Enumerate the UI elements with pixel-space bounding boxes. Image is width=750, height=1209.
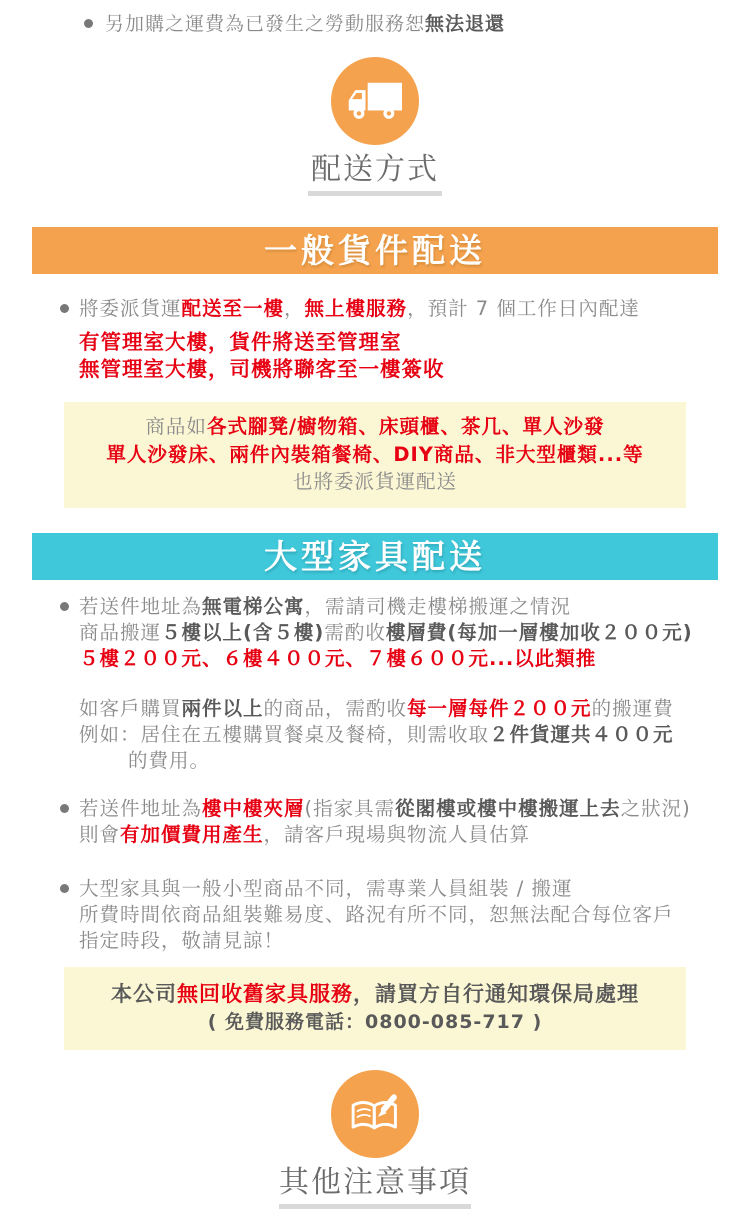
delivery-method-title: 配送方式 (311, 152, 439, 187)
text-run: 配送至一樓 (181, 297, 285, 320)
assembly-bullet (60, 876, 710, 954)
text-run: 單人沙發床、兩件內裝箱餐椅、DIY商品、非大型櫃類...等 (106, 442, 644, 466)
general-delivery-bullet (60, 296, 710, 322)
text-run: 若送件地址為 (79, 594, 203, 618)
text-run: 也將委派貨運配送 (292, 470, 457, 493)
walkup-apartment-bullet (60, 594, 710, 672)
management-room-note (79, 329, 710, 383)
title-underline (308, 191, 442, 196)
text-run: ５樓以上(含５樓) (161, 620, 325, 644)
text-run: 的費用。 (128, 748, 211, 772)
service-phone-line (70, 1008, 680, 1036)
text-run: 指定時段，敬請見諒！ (79, 928, 285, 952)
text-run: 每一層每件２００元 (407, 696, 592, 720)
management-room-line2: 無管理室大樓，司機將聯客至一樓簽收 (79, 357, 445, 381)
text-run: 的搬運費 (591, 696, 674, 720)
text-run: 從閣樓或樓中樓搬運上去 (395, 796, 621, 820)
text-run: 之狀況) (620, 796, 691, 820)
text-run: 例如：居住在五樓購買餐桌及餐椅，則需收取 (79, 722, 490, 746)
product-types-line1 (70, 413, 680, 441)
text-run: ，預計 7 個工作日內配達 (407, 297, 640, 320)
product-types-line2 (70, 441, 680, 469)
product-types-box (64, 402, 686, 508)
bullet-dot (60, 884, 69, 893)
text-run: ，請客戶現場與物流人員估算 (263, 822, 531, 846)
delivery-method-header (0, 57, 750, 196)
refund-note-text (105, 11, 505, 37)
book-pen-icon (340, 1079, 410, 1149)
text-run: 如客戶購買 (79, 696, 182, 720)
other-notes-title: 其他注意事項 (279, 1164, 471, 1200)
text-run: 商品搬運 (79, 620, 162, 644)
text-run: ， (284, 297, 305, 320)
multi-line2 (79, 722, 710, 748)
text-run: 有加價費用產生 (120, 822, 264, 846)
text-run: (指家具需 (304, 796, 396, 820)
walkup-line1 (79, 594, 710, 620)
multi-line1 (79, 696, 710, 722)
no-recycling-line1 (70, 980, 680, 1008)
text-run: ( 免費服務電話：0800-085-717 ) (207, 1010, 543, 1033)
text-run: 需酌收 (324, 620, 386, 644)
mezzanine-bullet (60, 796, 710, 848)
assembly-text (79, 876, 710, 954)
mezzanine-line1 (79, 796, 710, 822)
text-run: 兩件以上 (181, 696, 264, 720)
walkup-line3 (79, 646, 710, 672)
text-run: 所費時間依商品組裝難易度、路況有所不同，恕無法配合每位客戶 (79, 902, 674, 926)
text-run: 各式腳凳/櫥物箱、床頭櫃、茶几、單人沙發 (206, 415, 605, 438)
multi-line3 (79, 748, 710, 774)
general-delivery-text (79, 296, 710, 322)
text-run: 大型家具與一般小型商品不同，需專業人員組裝 / 搬運 (79, 876, 573, 900)
refund-note (84, 0, 750, 37)
text-run: 將委派貨運 (79, 297, 182, 320)
text-run: 另加購之運費為已發生之勞動服務恕 (105, 13, 426, 35)
bullet-dot (60, 804, 69, 813)
truck-icon (340, 66, 410, 136)
other-notes-icon-circle (331, 1070, 419, 1158)
large-furniture-banner: 大型家具配送 (32, 533, 718, 580)
text-run: 樓層費(每加一層樓加收２００元) (385, 620, 693, 644)
management-room-line1: 有管理室大樓，貨件將送至管理室 (79, 330, 402, 354)
text-run: ５樓２００元、６樓４００元、７樓６００元...以此類推 (79, 646, 597, 670)
text-run: ２件貨運共４００元 (489, 722, 674, 746)
text-run: ，請買方自行通知環保局處理 (353, 981, 639, 1006)
bullet-dot (60, 602, 69, 611)
general-delivery-banner: 一般貨件配送 (32, 227, 718, 274)
mezzanine-line2 (79, 822, 710, 848)
text-run: 無法退還 (425, 13, 506, 35)
delivery-icon-circle (331, 57, 419, 145)
text-run: 若送件地址為 (79, 796, 203, 820)
assembly-line2 (79, 902, 710, 928)
no-recycling-box (64, 967, 686, 1050)
walkup-apartment-text (79, 594, 710, 672)
text-run: ，需請司機走樓梯搬運之情況 (304, 594, 572, 618)
bullet-dot (84, 19, 93, 28)
bullet-dot (60, 304, 69, 313)
mezzanine-text (79, 796, 710, 848)
other-notes-header (0, 1070, 750, 1209)
product-types-line3 (70, 468, 680, 496)
text-run: 則會 (79, 822, 121, 846)
text-run: 樓中樓夾層 (202, 796, 305, 820)
text-run: 商品如 (145, 415, 207, 438)
text-run: 無上樓服務 (304, 297, 408, 320)
walkup-line2 (79, 620, 710, 646)
assembly-line1 (79, 876, 710, 902)
text-run: 無回收舊家具服務 (177, 981, 353, 1006)
text-run: 本公司 (111, 981, 177, 1006)
title-underline (279, 1204, 471, 1209)
text-run: 的商品，需酌收 (263, 696, 408, 720)
multiple-items-paragraph (79, 696, 710, 774)
text-run: 無電梯公寓 (202, 594, 305, 618)
assembly-line3 (79, 928, 710, 954)
